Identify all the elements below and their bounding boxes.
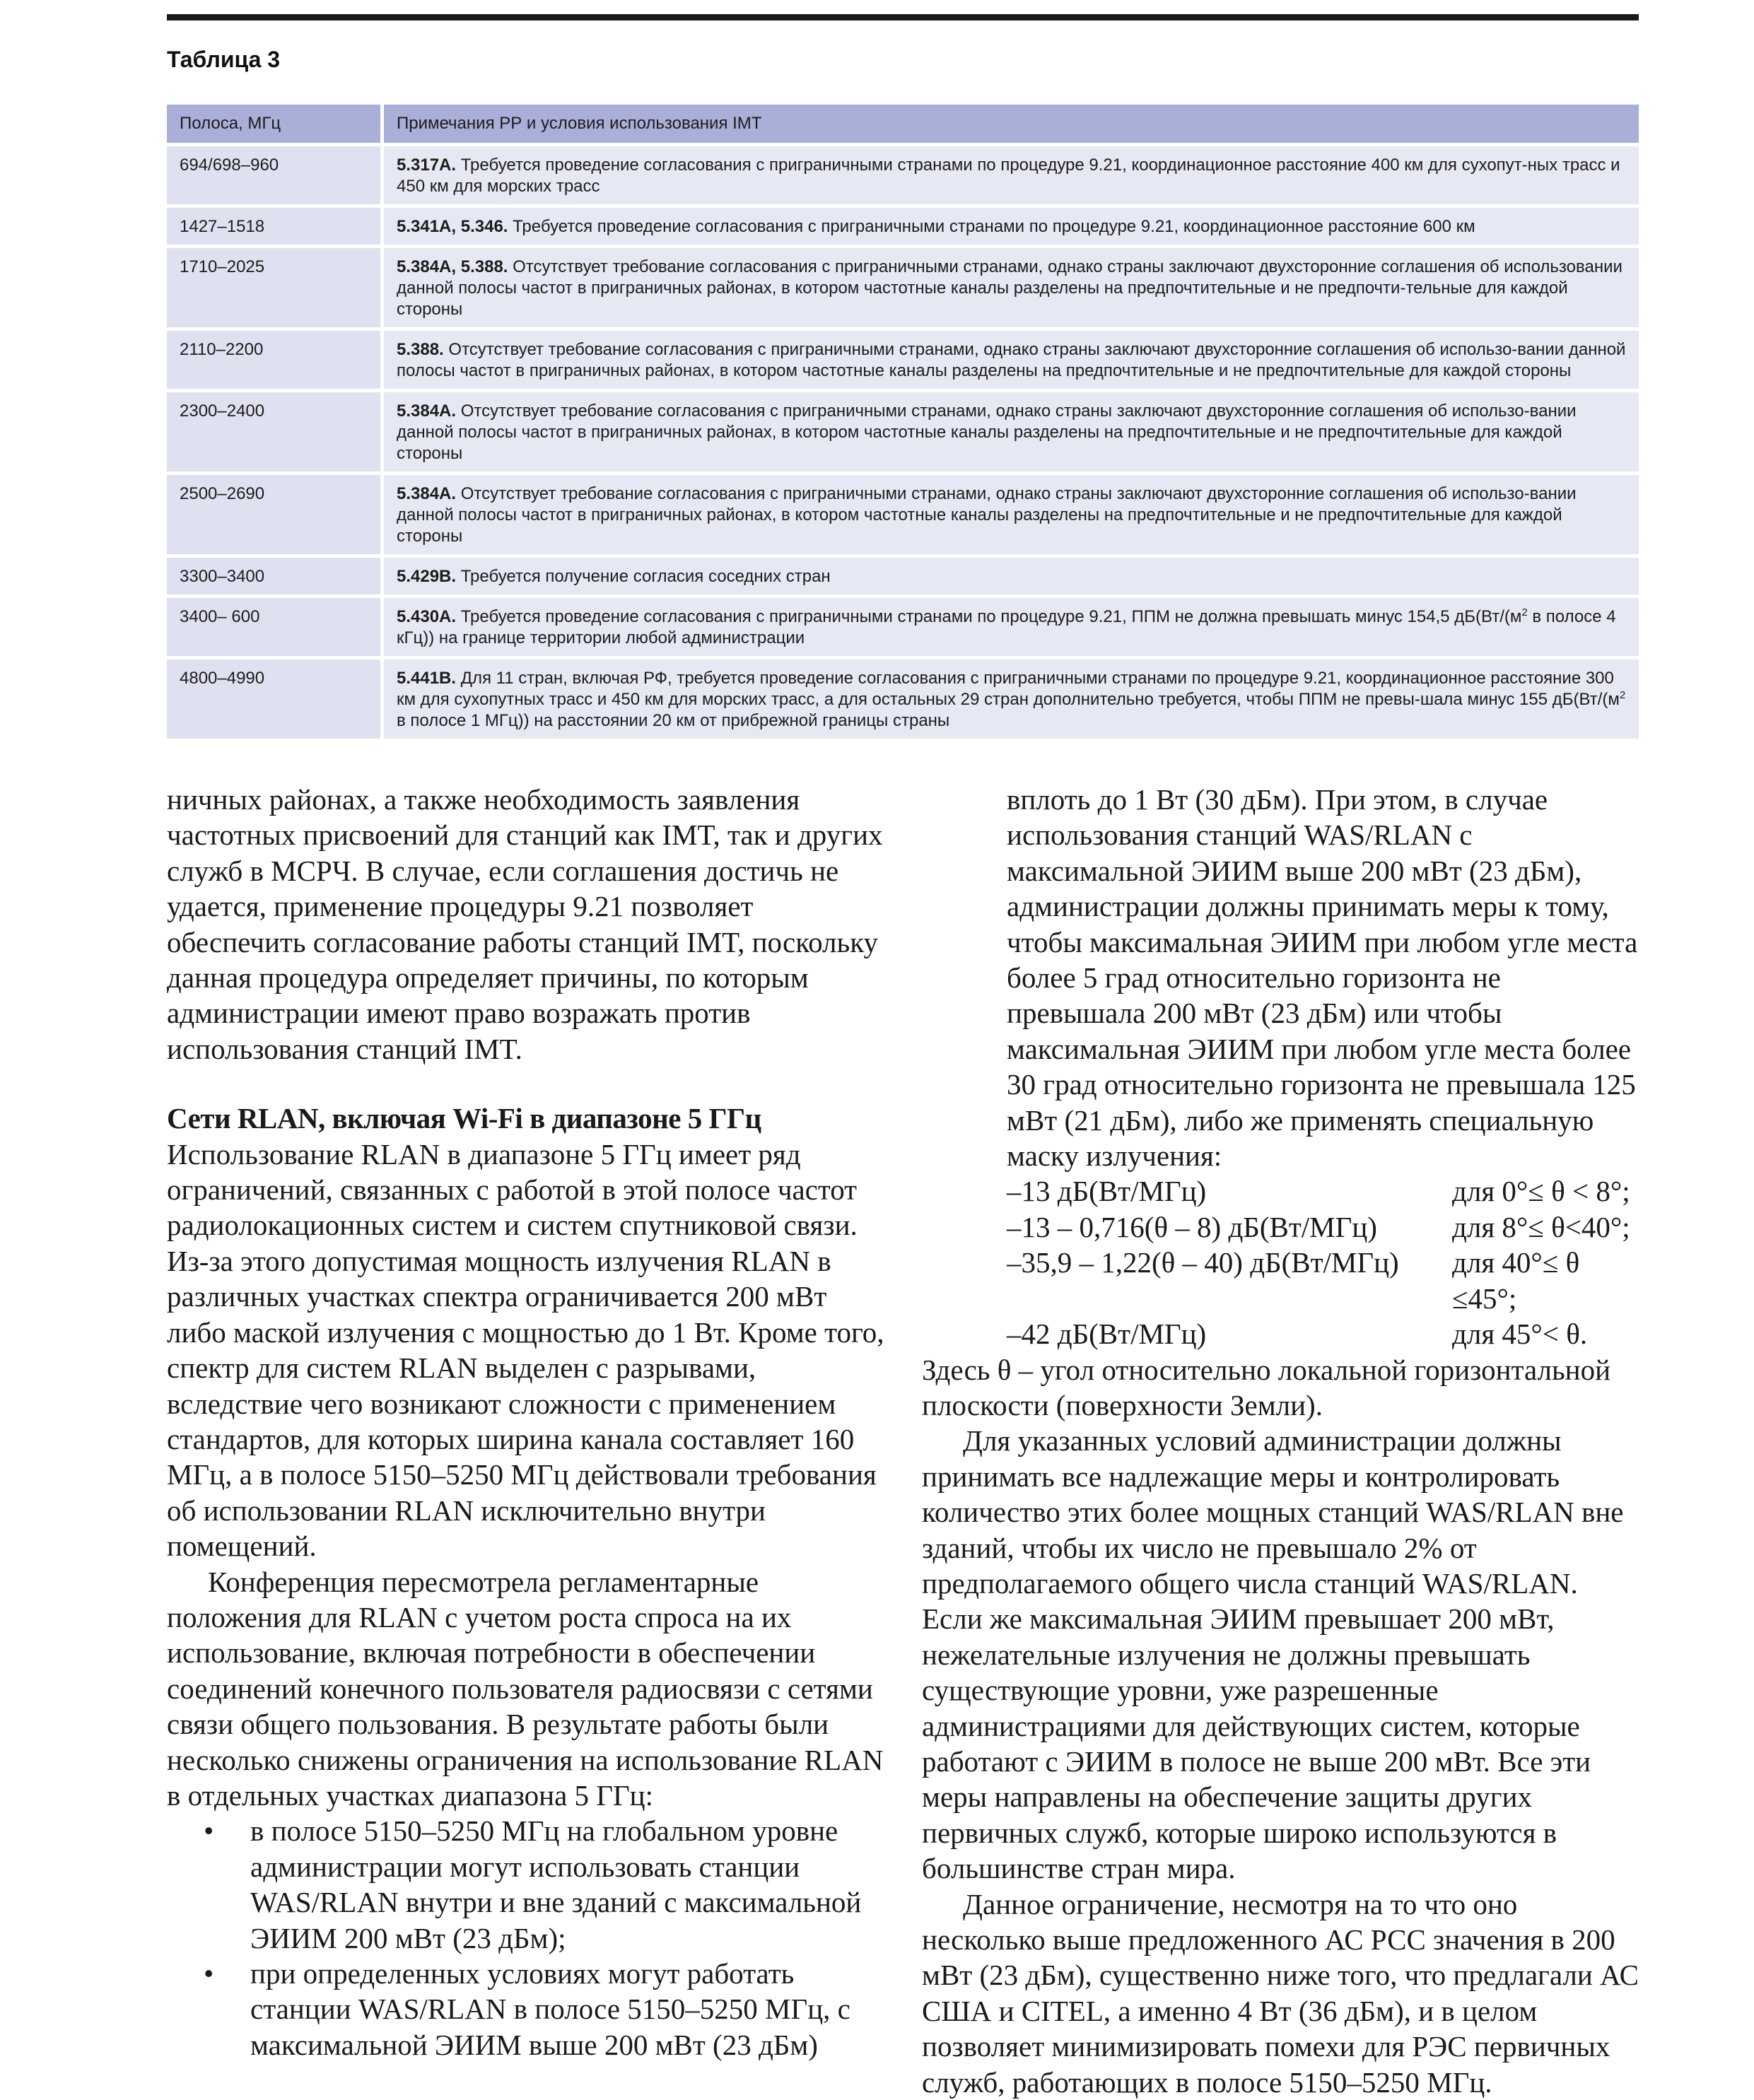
paragraph: Использование RLAN в диапазоне 5 ГГц имеет ряд ограничений, связанных с работой в этой полосе частот радиолокационных систем и систем спутниковой связи. Из-за этого допустимая мощность излучения RLAN в различных участках спектра ограничивается 200 мВт либо маской излучения с мощностью до 1 Вт. Кроме того, спектр для систем RLAN выделен с разрывами, вследствие чего возникают сложности с применением стандартов, для которых ширина канала составляет 160 МГц, а в полосе 5150–5250 МГц действовали требования об использовании RLAN исключительно внутри помещений. — [167, 1137, 884, 1563]
header-band: Полоса, МГц — [167, 105, 380, 143]
table-row — [167, 471, 1639, 554]
table-caption: Таблица 3 — [167, 47, 281, 72]
list-item-text: в полосе 5150–5250 МГц на глобальном уровне администрации могут использовать станции WAS/RLAN внутри и вне зданий с максимальной ЭИИМ 200 мВт (23 дБм); — [250, 1814, 862, 1954]
table-row — [167, 594, 1639, 656]
table-row — [167, 204, 1639, 245]
note-text: Отсутствует требование согласования с приграничными странами, однако страны заключают двухсторонние соглашения об использо-вании данной полосы частот в приграничных районах, в котором частотные каналы разделены на предпочтительные и не предпочтительные для каждой стороны — [397, 484, 1577, 546]
rr-reference: 5.388. — [397, 340, 444, 359]
table-row — [167, 143, 1639, 204]
band-cell: 2500–2690 — [167, 471, 380, 554]
mask-line — [922, 1173, 1639, 1209]
mask-expression: –42 дБ(Вт/МГц) — [1007, 1318, 1207, 1351]
band-cell: 3400– 600 — [167, 594, 380, 656]
note-text: Отсутствует требование согласования с приграничными странами, однако страны заключают двухсторонние соглашения об использовании данной полосы частот в приграничных районах, в котором частотные каналы разделены на предпочтительные и не предпочти-тельные для каждой стороны — [397, 257, 1623, 319]
note-text: в полосе 1 МГц)) на расстоянии 20 км от прибрежной границы страны — [397, 711, 950, 730]
section-heading: Сети RLAN, включая Wi-Fi в диапазоне 5 ГГц — [167, 1102, 761, 1135]
note-text: Для 11 стран, включая РФ, требуется проведение согласования с приграничными странами по процедуре 9.21, координационное расстояние 300 км для сухопутных трасс и 450 км для морских трасс, а для остальных 29 стран дополнительно требуется, чтобы ППМ не превы-шала минус 155 дБ(Вт/(м — [397, 669, 1620, 709]
note-text: Требуется проведение согласования с приграничными странами по процедуре 9.21, координационное расстояние 600 км — [508, 217, 1475, 236]
list-item-text: при определенных условиях могут работать станции WAS/RLAN в полосе 5150–5250 МГц, с максимальной ЭИИМ выше 200 мВт (23 дБм) — [250, 1957, 850, 2061]
paragraph: вплоть до 1 Вт (30 дБм). При этом, в случае использования станций WAS/RLAN с максимальной ЭИИМ выше 200 мВт (23 дБм), администрации должны принимать меры к тому, чтобы максимальная ЭИИМ при любом угле места более 5 град относительно горизонта не превышала 200 мВт (23 дБм) или чтобы максимальная ЭИИМ при любом угле места более 30 град относительно горизонта не превышала 125 мВт (21 дБм), либо же применять специальную маску излучения: — [1007, 783, 1638, 1173]
mask-condition: для 8°≤ θ<40°; — [1452, 1210, 1630, 1243]
mask-line — [922, 1209, 1639, 1245]
band-cell: 4800–4990 — [167, 656, 380, 739]
right-text-column — [922, 782, 1639, 2100]
superscript: 2 — [1521, 606, 1528, 618]
note-cell — [380, 656, 1639, 739]
mask-expression: –13 – 0,716(θ – 8) дБ(Вт/МГц) — [1007, 1210, 1377, 1243]
rr-reference: 5.317A. — [397, 156, 457, 175]
rr-reference: 5.430A. — [397, 607, 457, 626]
table-row — [167, 554, 1639, 594]
paragraph: Данное ограничение, несмотря на то что оно несколько выше предложенного АС РСС значения в 200 мВт (23 дБм), существенно ниже того, что предлагали АС США и CITEL, а именно 4 Вт (36 дБм), и в целом позволяет минимизировать помехи для РЭС первичных служб, работающих в полосе 5150–5250 МГц. — [922, 1887, 1639, 2099]
band-cell: 2300–2400 — [167, 389, 380, 471]
note-cell — [380, 143, 1639, 204]
header-notes: Примечания РР и условия использования IMT — [380, 105, 1639, 143]
list-item — [167, 1956, 887, 2063]
band-cell: 3300–3400 — [167, 554, 380, 594]
list-item — [167, 1813, 887, 1956]
note-text: Требуется получение согласия соседних стран — [456, 567, 831, 586]
bands-table — [167, 105, 1639, 739]
band-cell: 2110–2200 — [167, 327, 380, 389]
paragraph: Для указанных условий администрации должны принимать все надлежащие меры и контролировать количество этих более мощных станций WAS/RLAN вне зданий, чтобы их число не превышало 2% от предполагаемого общего числа станций WAS/RLAN. Если же максимальная ЭИИМ превышает 200 мВт, нежелательные излучения не должны превышать существующие уровни, уже разрешенные администрациями для действующих систем, которые работают с ЭИИМ в полосе не выше 200 мВт. Все эти меры направлены на обеспечение защиты других первичных служб, которые широко используются в большинстве стран мира. — [922, 1424, 1624, 1885]
note-text: Требуется проведение согласования с приграничными странами по процедуре 9.21, координационное расстояние 400 км для сухопут-ных трасс и 450 км для морских трасс — [397, 156, 1620, 196]
band-cell: 1710–2025 — [167, 245, 380, 327]
rr-reference: 5.384A. — [397, 484, 457, 503]
band-cell: 1427–1518 — [167, 204, 380, 245]
mask-line — [922, 1245, 1639, 1316]
note-cell — [380, 471, 1639, 554]
bullet-icon: • — [204, 1814, 214, 1848]
bullet-list — [167, 1813, 887, 2063]
rr-reference: 5.441B. — [397, 669, 457, 688]
top-rule — [167, 14, 1639, 20]
band-cell: 694/698–960 — [167, 143, 380, 204]
rr-reference: 5.429B. — [397, 567, 457, 586]
mask-condition: для 45°< θ. — [1452, 1318, 1588, 1351]
note-cell — [380, 327, 1639, 389]
table-row — [167, 656, 1639, 739]
mask-line — [922, 1316, 1639, 1351]
table-row — [167, 245, 1639, 327]
note-cell — [380, 554, 1639, 594]
mask-expression: –35,9 – 1,22(θ – 40) дБ(Вт/МГц) — [1007, 1246, 1399, 1279]
rr-reference: 5.384A, 5.388. — [397, 257, 508, 276]
rr-reference: 5.341A, 5.346. — [397, 217, 508, 236]
rr-reference: 5.384A. — [397, 401, 457, 421]
bullet-icon: • — [204, 1957, 214, 1990]
mask-expression: –13 дБ(Вт/МГц) — [1007, 1175, 1207, 1208]
note-cell — [380, 389, 1639, 471]
paragraph: Конференция пересмотрела регламентарные положения для RLAN с учетом роста спроса на их использование, включая потребности в обеспечении соединений конечного пользователя радиосвязи с сетями связи общего пользования. В результате работы были несколько снижены ограничения на использование RLAN в отдельных участках диапазона 5 ГГц: — [167, 1565, 884, 1812]
table-row — [167, 327, 1639, 389]
table-row — [167, 389, 1639, 471]
superscript: 2 — [1619, 689, 1626, 701]
mask-condition: для 0°≤ θ < 8°; — [1452, 1175, 1630, 1208]
mask-condition: для 40°≤ θ ≤45°; — [1452, 1246, 1580, 1315]
note-text: в полосе 4 кГц)) на границе территории любой администрации — [397, 607, 1616, 647]
note-cell — [380, 204, 1639, 245]
table-header-row — [167, 105, 1639, 143]
paragraph: ничных районах, а также необходимость заявления частотных присвоений для станций как IMT, так и других служб в МСРЧ. В случае, если соглашения достичь не удается, применение процедуры 9.21 позволяет обеспечить согласование работы станций IMT, поскольку данная процедура определяет причины, по которым администрации имеют право возражать против использования станций IMT. — [167, 783, 883, 1065]
note-cell — [380, 245, 1639, 327]
paragraph: Здесь θ – угол относительно локальной горизонтальной плоскости (поверхности Земли). — [922, 1353, 1611, 1421]
left-text-column — [167, 782, 887, 2063]
note-text: Отсутствует требование согласования с приграничными странами, однако страны заключают двухсторонние соглашения об использо-вании данной полосы частот в приграничных районах, в котором частотные каналы разделены на предпочтительные и не предпочтительные для каждой стороны — [397, 401, 1577, 463]
note-cell — [380, 594, 1639, 656]
note-text: Отсутствует требование согласования с приграничными странами, однако страны заключают двухсторонние соглашения об использо-вании данной полосы частот в приграничных районах, в котором частотные каналы разделены на предпочтительные и не предпочтительные для каждой стороны — [397, 340, 1626, 380]
note-text: Требуется проведение согласования с приграничными странами по процедуре 9.21, ППМ не должна превышать минус 154,5 дБ(Вт/(м — [456, 607, 1522, 626]
